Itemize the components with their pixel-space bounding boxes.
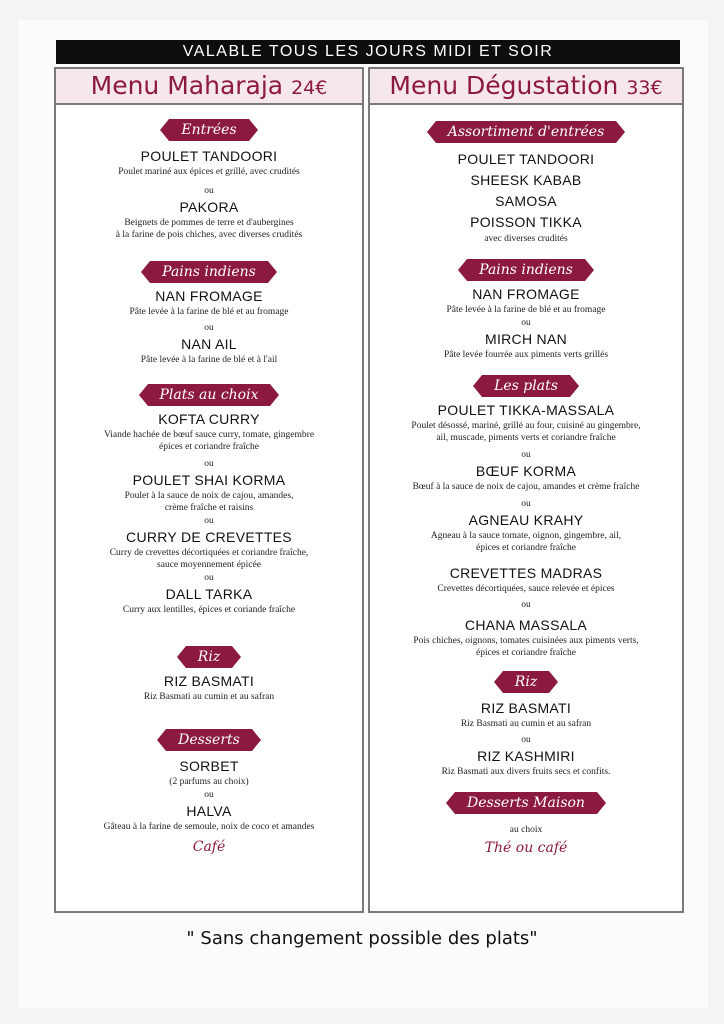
dish-name: HALVA	[186, 803, 232, 819]
the-ou-cafe-script: Thé ou café	[484, 840, 568, 856]
dish-name: KOFTA CURRY	[158, 411, 260, 427]
dish-name: POULET TIKKA-MASSALA	[437, 402, 615, 418]
dish-name: POULET SHAI KORMA	[132, 472, 286, 488]
dish-description: (2 parfums au choix)	[169, 777, 249, 787]
dish-description: Riz Basmati aux divers fruits secs et confits.	[441, 767, 611, 777]
section-banner-plats: Plats au choix	[148, 384, 271, 406]
or-separator: ou	[204, 573, 214, 583]
or-separator: ou	[521, 318, 531, 328]
dish-name: RIZ KASHMIRI	[477, 748, 575, 764]
cafe-script: Café	[192, 839, 226, 855]
menu-title: Menu Dégustation	[389, 71, 619, 100]
dish-description: Pâte levée à la farine de blé et au fromage	[129, 307, 289, 317]
dish-name: RIZ BASMATI	[163, 673, 255, 689]
dish-description: Poulet désossé, mariné, grillé au four, cuisiné au gingembre,	[411, 421, 641, 431]
dish-name: CREVETTES MADRAS	[449, 565, 603, 581]
menu-title: Menu Maharaja	[90, 71, 284, 100]
section-banner-plats: Les plats	[482, 375, 570, 397]
dish-description: Pâte levée fourrée aux piments verts grillés	[443, 350, 609, 360]
dish-description: Pâte levée à la farine de blé et à l'ail	[140, 355, 278, 365]
dish-description: Crevettes décortiquées, sauce relevée et épices	[437, 584, 615, 594]
dish-name: NAN FROMAGE	[472, 286, 580, 302]
dish-description: Poulet mariné aux épices et grillé, avec crudités	[118, 167, 300, 177]
menu-maharaja-header	[56, 69, 362, 105]
dish-description: Gâteau à la farine de semoule, noix de coco et amandes	[103, 822, 315, 832]
dish-name: SHEESK KABAB	[470, 172, 582, 188]
dish-name: CURRY DE CREVETTES	[126, 529, 292, 545]
dish-name: PAKORA	[179, 199, 239, 215]
dish-description: Riz Basmati au cumin et au safran	[460, 719, 592, 729]
or-separator: ou	[521, 735, 531, 745]
dish-description: Bœuf à la sauce de noix de cajou, amandes et crème fraîche	[412, 482, 640, 492]
dish-description: Poulet à la sauce de noix de cajou, amandes,	[124, 491, 294, 501]
dish-name: BŒUF KORMA	[475, 463, 577, 479]
validity-banner: VALABLE TOUS LES JOURS MIDI ET SOIR	[56, 40, 680, 64]
section-banner-assortiment: Assortiment d'entrées	[436, 121, 617, 143]
or-separator: ou	[521, 600, 531, 610]
or-separator: ou	[204, 459, 214, 469]
dish-name: POULET TANDOORI	[140, 148, 278, 164]
section-banner-pains: Pains indiens	[467, 259, 585, 281]
or-separator: ou	[521, 450, 531, 460]
dish-name: POULET TANDOORI	[457, 151, 595, 167]
dish-name: NAN FROMAGE	[155, 288, 263, 304]
dish-name: SAMOSA	[495, 193, 557, 209]
section-banner-pains: Pains indiens	[150, 261, 268, 283]
or-separator: ou	[204, 323, 214, 333]
menu-maharaja-column	[54, 67, 364, 913]
dish-description: Pâte levée à la farine de blé et au fromage	[446, 305, 606, 315]
dish-description: ail, muscade, piments verts et coriandre fraîche	[436, 433, 616, 443]
menu-price: 33€	[626, 77, 663, 99]
dish-description: sauce moyennement épicée	[157, 560, 261, 570]
dish-name: AGNEAU KRAHY	[468, 512, 584, 528]
section-banner-riz: Riz	[186, 646, 232, 668]
dish-description: Riz Basmati au cumin et au safran	[143, 692, 275, 702]
dish-description: Pois chiches, oignons, tomates cuisinées aux piments verts,	[413, 636, 639, 646]
dish-description: au choix	[509, 825, 543, 835]
dish-name: CHANA MASSALA	[464, 617, 588, 633]
menu-degustation-header	[370, 69, 682, 105]
section-banner-desserts-maison: Desserts Maison	[455, 792, 597, 814]
dish-name: NAN AIL	[181, 336, 237, 352]
dish-description: crème fraîche et raisins	[164, 503, 254, 513]
footer-note: " Sans changement possible des plats"	[186, 928, 538, 949]
section-banner-entrees: Entrées	[169, 119, 248, 141]
dish-description: Agneau à la sauce tomate, oignon, gingembre, ail,	[430, 531, 622, 541]
or-separator: ou	[204, 790, 214, 800]
dish-description: épices et coriandre fraîche	[476, 543, 576, 553]
or-separator: ou	[521, 499, 531, 509]
dish-description: épices et coriandre fraîche	[476, 648, 576, 658]
dish-name: DALL TARKA	[165, 586, 253, 602]
section-banner-desserts: Desserts	[166, 729, 252, 751]
dish-description: avec diverses crudités	[484, 234, 568, 244]
dish-name: RIZ BASMATI	[480, 700, 572, 716]
dish-name: SORBET	[179, 758, 239, 774]
menu-price: 24€	[291, 77, 328, 99]
dish-description: épices et coriandre fraîche	[159, 442, 259, 452]
dish-name: MIRCH NAN	[484, 331, 568, 347]
menu-degustation-column	[368, 67, 684, 913]
dish-description: Viande hachée de bœuf sauce curry, tomate, gingembre	[103, 430, 315, 440]
or-separator: ou	[204, 186, 214, 196]
dish-description: à la farine de pois chiches, avec diverses crudités	[115, 230, 303, 240]
dish-name: POISSON TIKKA	[470, 214, 582, 230]
dish-description: Curry aux lentilles, épices et coriande fraîche	[122, 605, 296, 615]
or-separator: ou	[204, 516, 214, 526]
dish-description: Beignets de pommes de terre et d'aubergines	[124, 218, 294, 228]
section-banner-riz: Riz	[503, 671, 549, 693]
dish-description: Curry de crevettes décortiquées et coriandre fraîche,	[109, 548, 309, 558]
